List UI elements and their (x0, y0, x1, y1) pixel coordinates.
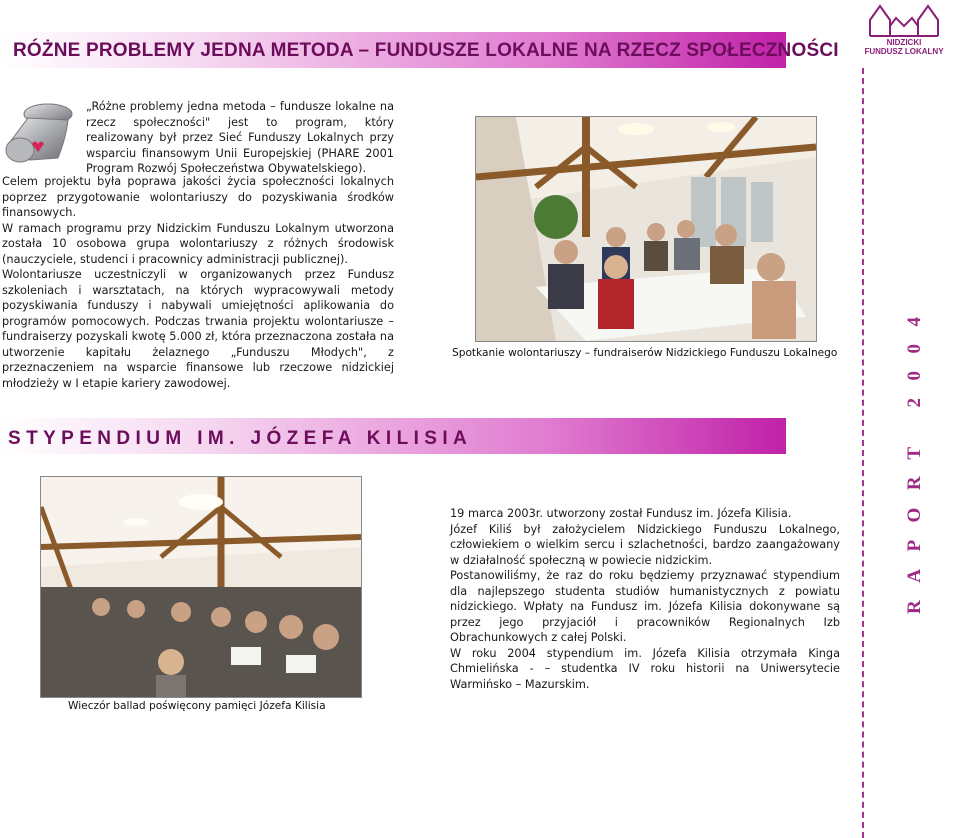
main-paragraph-2: W ramach programu przy Nidzickim Funduszu Lokalnym utworzona została 10 osobowa grupa wolontariuszy z różnych środowisk (nauczyciele, studenci i pracownicy administracji publicznej). (2, 221, 394, 266)
photo2-caption: Wieczór ballad poświęcony pamięci Józefa Kilisia (68, 700, 326, 712)
main-text (2, 174, 394, 391)
scholarship-paragraph-2: Józef Kiliś był założycielem Nidzickiego Funduszu Lokalnego, człowiekiem o wielkim sercu i szlachetności, bardzo zaangażowany w działalność społeczną w powiecie nidzickim. (450, 522, 840, 567)
ballad-evening-photo (40, 476, 362, 698)
logo-line2: FUNDUSZ LOKALNY (864, 47, 944, 56)
hat-heart-icon (0, 98, 82, 168)
volunteers-meeting-photo (475, 116, 817, 342)
side-dashed-line (862, 68, 864, 838)
logo-line1: NIDZICKI (886, 38, 922, 47)
raport-vertical-label: RAPORT 2004 (904, 299, 925, 614)
section-title: STYPENDIUM IM. JÓZEFA KILISIA (8, 428, 473, 449)
main-paragraph-1: Celem projektu była poprawa jakości życia społeczności lokalnych poprzez przygotowanie wolontariuszy do pozyskiwania środków finansowych. (2, 175, 394, 219)
scholarship-paragraph-4: W roku 2004 stypendium im. Józefa Kilisia otrzymała Kinga Chmielińska - – studentka IV roku historii na Uniwersytecie Warmińsko – Mazurskim. (450, 646, 840, 691)
scholarship-paragraph-1: 19 marca 2003r. utworzony został Fundusz im. Józefa Kilisia. (450, 507, 792, 520)
scholarship-text (450, 506, 840, 692)
main-paragraph-3: Wolontariusze uczestniczyli w organizowanych przez Fundusz szkoleniach i warsztatach, na których wypracowywali metody pozyskiwania funduszy i nabywali umiejętności aplikowania do programów pomocowych. Podczas trwania projektu wolontariusze – fundraiserzy pozyskali kwotę 5.000 zł, która przeznaczona została na utworzenie kapitału żelaznego „Funduszu Młodych", z przeznaczeniem na wsparcie finansowe lub rzeczowe nidzickiej młodzieży w I etapie kariery zawodowej. (2, 268, 394, 390)
scholarship-paragraph-3: Postanowiliśmy, że raz do roku będziemy przyznawać stypendium dla najlepszego studenta studiów humanistycznych z powiatu nidzickiego. Wpłaty na Fundusz im. Józefa Kilisia dokonywane są przez jego przyjaciół i pracowników Regionalnych Izb Obrachunkowych z całej Polski. (450, 569, 840, 644)
page-title: RÓŻNE PROBLEMY JEDNA METODA – FUNDUSZE LOKALNE NA RZECZ SPOŁECZNOŚCI (13, 40, 839, 61)
logo-text (862, 38, 946, 56)
intro-paragraph: „Różne problemy jedna metoda – fundusze lokalne na rzecz społeczności" jest to program, który realizowany był przez Sieć Funduszy Lokalnych przy wsparciu finansowym Unii Europejskiej (PHARE 2001 Program Rozwój Społeczeństwa Obywatelskiego). (86, 100, 394, 175)
photo1-caption: Spotkanie wolontariuszy – fundraiserów Nidzickiego Funduszu Lokalnego (452, 347, 838, 359)
